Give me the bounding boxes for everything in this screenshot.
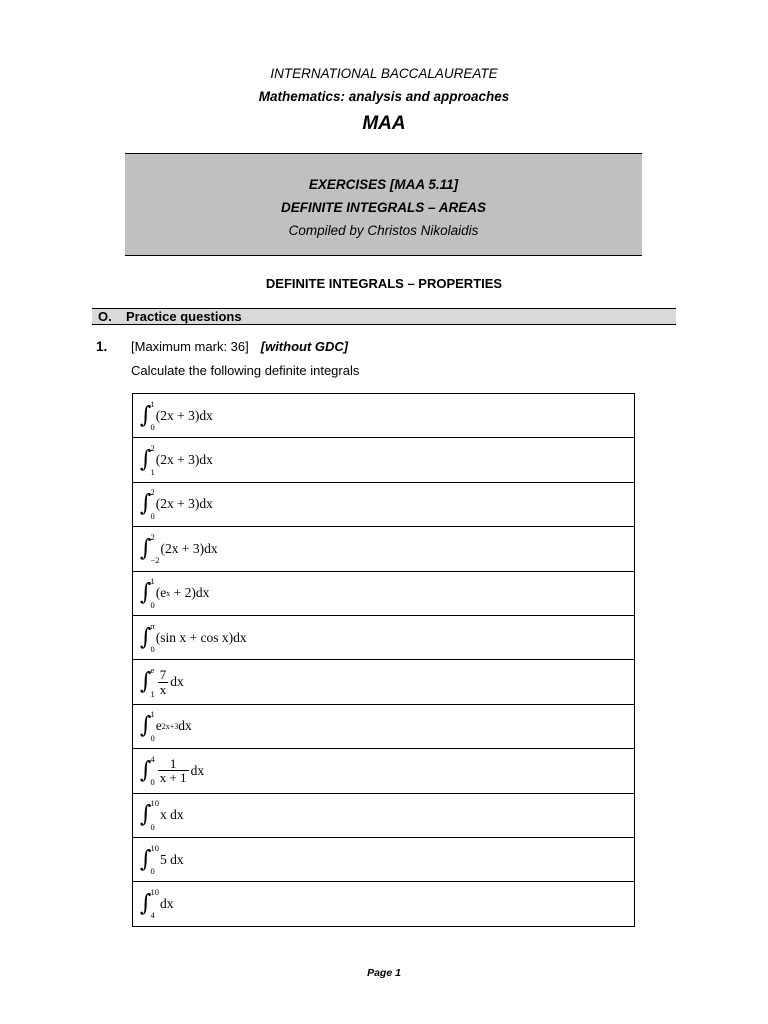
integrand: (2x + 3)dx <box>155 407 213 423</box>
integral-row <box>133 438 635 482</box>
integral-sign-group <box>140 398 155 433</box>
integral-lower-limit: 0 <box>150 422 155 433</box>
integral-icon: ∫ <box>140 446 152 473</box>
integral-icon: ∫ <box>140 535 152 562</box>
integrand: (2x + 3)dx <box>155 452 213 468</box>
integral-lower-limit: −2 <box>150 555 160 566</box>
integral-icon: ∫ <box>140 890 152 917</box>
fraction-numerator: 7 <box>159 666 167 682</box>
question-gdc-note: [without GDC] <box>260 339 349 354</box>
page-footer: Page 1 <box>367 967 401 979</box>
integral-expression <box>140 487 213 521</box>
integral-lower-limit: 0 <box>150 644 155 655</box>
integral-expression <box>140 620 247 655</box>
integral-upper-limit: 2 <box>150 443 155 454</box>
integral-icon: ∫ <box>140 712 152 740</box>
integral-cell <box>133 527 635 571</box>
integral-expression <box>140 398 213 433</box>
integrand: dx <box>159 895 174 911</box>
question-marks: [Maximum mark: 36] <box>131 339 249 354</box>
fraction-denominator: x + 1 <box>159 770 187 786</box>
question-instruction: Calculate the following definite integrals <box>131 363 360 378</box>
integral-upper-limit: 10 <box>150 798 159 809</box>
integrand-exponent: x <box>166 588 171 598</box>
integral-sign-group <box>140 753 155 788</box>
fraction-denominator: x <box>159 681 167 697</box>
integral-cell <box>133 394 635 438</box>
integral-upper-limit: 10 <box>150 886 159 897</box>
integral-expression <box>140 753 205 788</box>
integral-row <box>133 793 635 837</box>
integral-upper-limit: π <box>150 620 155 631</box>
integral-row <box>133 615 635 659</box>
integral-lower-limit: 0 <box>150 866 155 877</box>
integrand: 5 dx <box>159 851 184 867</box>
integral-sign-group <box>140 665 155 699</box>
integral-upper-limit: 2 <box>150 487 155 498</box>
integral-icon: ∫ <box>140 402 152 429</box>
integral-limits <box>150 798 159 832</box>
integral-upper-limit: 4 <box>150 753 155 764</box>
integrand-exponent: 2x+3 <box>161 721 179 731</box>
fraction-numerator: 1 <box>169 755 177 771</box>
integral-row <box>133 394 635 438</box>
integrand-fraction <box>158 757 189 785</box>
integral-cell <box>133 704 635 748</box>
exercise-topic: DEFINITE INTEGRALS – AREAS <box>280 200 487 215</box>
integral-expression <box>140 842 184 877</box>
integrand-tail: + 2)dx <box>170 585 210 601</box>
integral-cell <box>133 571 635 615</box>
question-meta <box>131 339 348 354</box>
integral-upper-limit: 2 <box>150 531 155 542</box>
exercise-title-box <box>125 153 642 256</box>
integral-expression <box>140 443 213 477</box>
section-title: DEFINITE INTEGRALS – PROPERTIES <box>265 276 503 291</box>
integral-row <box>133 571 635 615</box>
question-number: 1. <box>96 339 108 354</box>
integral-lower-limit: 0 <box>150 732 155 743</box>
integrand-tail: dx <box>190 762 205 778</box>
integrand: x dx <box>159 807 184 823</box>
integral-upper-limit: 10 <box>150 842 159 853</box>
integral-limits <box>150 886 159 921</box>
integral-cell <box>133 615 635 659</box>
header-institution: INTERNATIONAL BACCALAUREATE <box>270 66 498 81</box>
integral-row <box>133 482 635 526</box>
integral-expression <box>140 531 218 566</box>
integral-lower-limit: 4 <box>150 910 155 921</box>
integral-cell <box>133 837 635 881</box>
integrand-tail: dx <box>170 674 184 690</box>
integral-cell <box>133 882 635 926</box>
header-code: MAA <box>362 113 406 134</box>
integral-upper-limit: 1 <box>150 398 155 409</box>
integral-cell <box>133 482 635 526</box>
integral-cell <box>133 793 635 837</box>
integrand: (2x + 3)dx <box>160 540 218 556</box>
integral-row <box>133 527 635 571</box>
exercise-author: Compiled by Christos Nikolaidis <box>288 223 479 238</box>
integrals-table <box>132 393 635 927</box>
integral-expression <box>140 886 174 921</box>
integrand-fraction <box>158 668 169 696</box>
integral-icon: ∫ <box>140 845 152 873</box>
integral-sign-group <box>140 443 155 477</box>
integrand: (2x + 3)dx <box>155 496 213 512</box>
integrand-base: e <box>155 718 162 734</box>
integral-lower-limit: 1 <box>150 466 155 477</box>
integral-icon: ∫ <box>140 801 152 828</box>
integrand: (sin x + cos x)dx <box>155 629 247 645</box>
integral-row <box>133 882 635 926</box>
integral-limits <box>150 842 159 877</box>
integral-expression <box>140 798 184 832</box>
integral-sign-group <box>140 842 159 877</box>
practice-number: O. <box>98 309 112 324</box>
integral-lower-limit: 1 <box>150 688 155 699</box>
integral-upper-limit: e <box>150 665 155 676</box>
integral-lower-limit: 0 <box>150 821 155 832</box>
integral-lower-limit: 0 <box>150 510 155 521</box>
integral-sign-group <box>140 886 159 921</box>
integral-icon: ∫ <box>140 490 152 518</box>
practice-label: Practice questions <box>126 309 242 324</box>
integral-sign-group <box>140 531 160 566</box>
integral-row <box>133 749 635 793</box>
integral-icon: ∫ <box>140 623 152 651</box>
integral-cell <box>133 660 635 704</box>
integral-icon: ∫ <box>140 668 152 695</box>
integral-icon: ∫ <box>140 757 152 784</box>
integral-sign-group <box>140 487 155 521</box>
integral-expression <box>140 576 210 610</box>
integral-lower-limit: 0 <box>150 599 155 610</box>
header-course: Mathematics: analysis and approaches <box>258 89 510 104</box>
integral-limits <box>150 531 160 566</box>
practice-section-bar <box>92 308 676 325</box>
integral-expression <box>140 709 192 743</box>
integral-row <box>133 837 635 881</box>
integral-sign-group <box>140 798 159 832</box>
exercise-code: EXERCISES [MAA 5.11] <box>308 177 459 192</box>
integral-lower-limit: 0 <box>150 777 155 788</box>
integral-cell <box>133 438 635 482</box>
integral-icon: ∫ <box>140 579 152 606</box>
integral-upper-limit: 1 <box>150 709 155 720</box>
integral-sign-group <box>140 576 155 610</box>
integrand-base: (e <box>155 585 167 601</box>
integral-row <box>133 660 635 704</box>
integral-row <box>133 704 635 748</box>
integrand-tail: dx <box>178 718 192 734</box>
integral-cell <box>133 749 635 793</box>
integral-sign-group <box>140 709 155 743</box>
integral-sign-group <box>140 620 155 655</box>
integral-expression <box>140 665 184 699</box>
integral-upper-limit: 1 <box>150 576 155 587</box>
